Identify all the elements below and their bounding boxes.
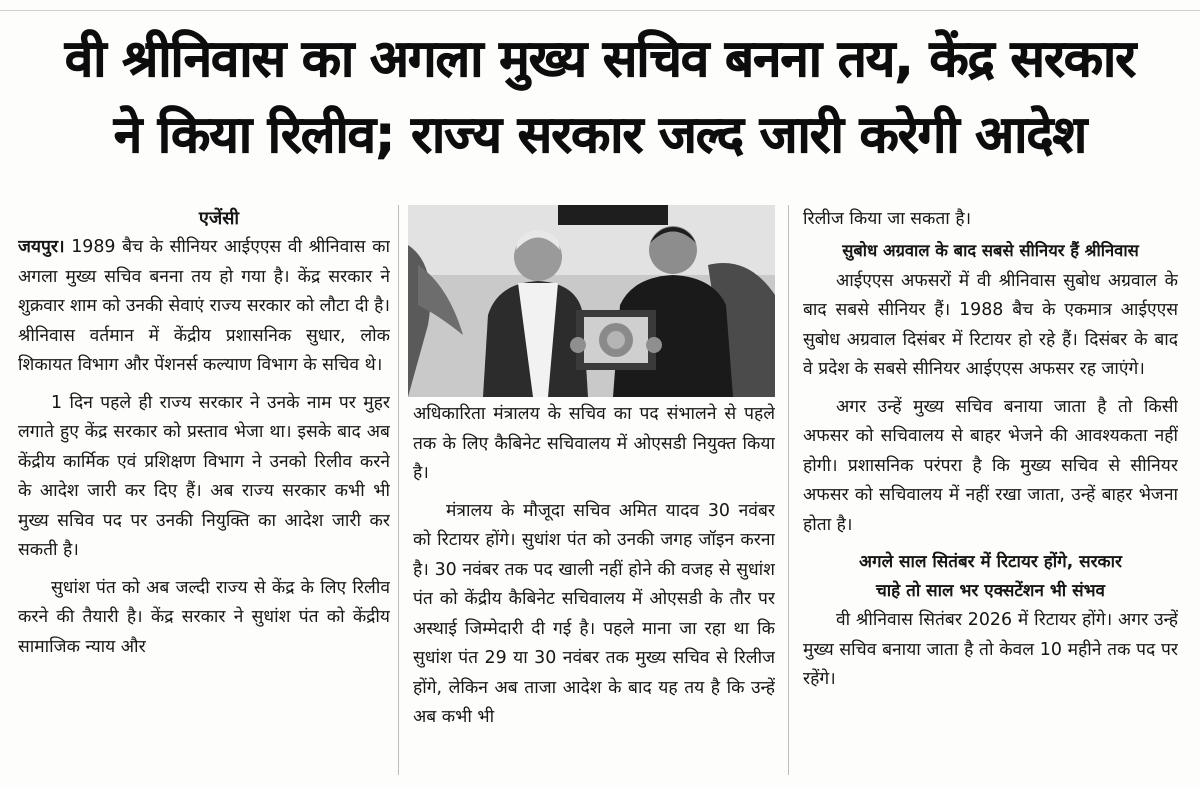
column-divider-2	[788, 205, 789, 775]
article-column-3	[803, 205, 1178, 703]
paragraph-2: 1 दिन पहले ही राज्य सरकार ने उनके नाम पर मुहर लगाते हुए केंद्र सरकार को प्रस्ताव भेजा था। इसके बाद अब केंद्रीय कार्मिक एवं प्रशिक्षण विभाग ने उनको रिलीव करने के आदेश जारी कर दिए हैं। अब राज्य सरकार कभी भी मुख्य सचिव पद पर उनकी नियुक्ति का आदेश जारी कर सकती है।	[18, 392, 390, 560]
col2-paragraph-1: अधिकारिता मंत्रालय के सचिव का पद संभालने से पहले तक के लिए कैबिनेट सचिवालय में ओएसडी नियुक्त किया है।	[413, 404, 775, 483]
paragraph-1	[18, 233, 390, 381]
page-top-border	[0, 0, 1200, 11]
news-photo	[408, 205, 775, 397]
headline-line-2: ने किया रिलीव; राज्य सरकार जल्द जारी करेगी आदेश	[113, 106, 1087, 165]
article-column-1	[18, 205, 390, 670]
col2-paragraph-2: मंत्रालय के मौजूदा सचिव अमित यादव 30 नवंबर को रिटायर होंगे। सुधांश पंत को उनकी जगह जॉइन करना है। 30 नवंबर तक पद खाली नहीं होने की वजह से सुधांश पंत को केंद्रीय कैबिनेट सचिवालय में ओएसडी के तौर पर अस्थाई जिम्मेदारी दी गई है। पहले माना जा रहा था कि सुधांश पंत 29 या 30 नवंबर तक मुख्य सचिव से रिलीज होंगे, लेकिन अब ताजा आदेश के बाद यह तय है कि उन्हें अब कभी भी	[413, 500, 775, 727]
headline	[0, 22, 1200, 174]
byline-agency: एजेंसी	[198, 208, 240, 229]
paragraph-3: सुधांश पंत को अब जल्दी राज्य से केंद्र के लिए रिलीव करने की तैयारी है। केंद्र सरकार ने सुधांश पंत को केंद्रीय सामाजिक न्याय और	[18, 577, 390, 657]
col3-paragraph-1: आईएएस अफसरों में वी श्रीनिवास सुबोध अग्रवाल के बाद सबसे सीनियर हैं। 1988 बैच के एकमात्र आईएएस सुबोध अग्रवाल दिसंबर में रिटायर हो रहे हैं। दिसंबर के बाद वे प्रदेश के सबसे सीनियर आईएएस अफसर रह जाएंगे।	[803, 270, 1178, 379]
col3-paragraph-3: वी श्रीनिवास सितंबर 2026 में रिटायर होंगे। अगर उन्हें मुख्य सचिव बनाया जाता है तो केवल 10 महीने तक पद पर रहेंगे।	[803, 610, 1178, 689]
subheading-2-line-1: अगले साल सितंबर में रिटायर होंगे, सरकार	[859, 552, 1122, 572]
paragraph-1-text: 1989 बैच के सीनियर आईएएस वी श्रीनिवास का अगला मुख्य सचिव बनना तय हो गया है। केंद्र सरकार ने शुक्रवार शाम को उनकी सेवाएं राज्य सरकार को लौटा दी है। श्रीनिवास वर्तमान में केंद्रीय प्रशासनिक सुधार, लोक शिकायत विभाग और पेंशनर्स कल्याण विभाग के सचिव थे।	[18, 237, 390, 375]
col3-paragraph-2: अगर उन्हें मुख्य सचिव बनाया जाता है तो किसी अफसर को सचिवालय से बाहर भेजने की आवश्यकता नहीं होगी। प्रशासनिक परंपरा है कि मुख्य सचिव से सीनियर अफसर को सचिवालय में नहीं रखा जाता, उन्हें बाहर भेजना होता है।	[803, 396, 1178, 535]
headline-line-1: वी श्रीनिवास का अगला मुख्य सचिव बनना तय, केंद्र सरकार	[64, 30, 1136, 89]
col3-paragraph-0: रिलीज किया जा सकता है।	[803, 209, 972, 229]
subheading-1: सुबोध अग्रवाल के बाद सबसे सीनियर हैं श्रीनिवास	[842, 240, 1139, 260]
article-column-2	[413, 400, 775, 741]
photo-illustration	[408, 205, 775, 397]
dateline-city: जयपुर।	[18, 237, 65, 257]
subheading-2-line-2: चाहे तो साल भर एक्सटेंशन भी संभव	[875, 581, 1106, 601]
column-divider-1	[398, 205, 399, 775]
